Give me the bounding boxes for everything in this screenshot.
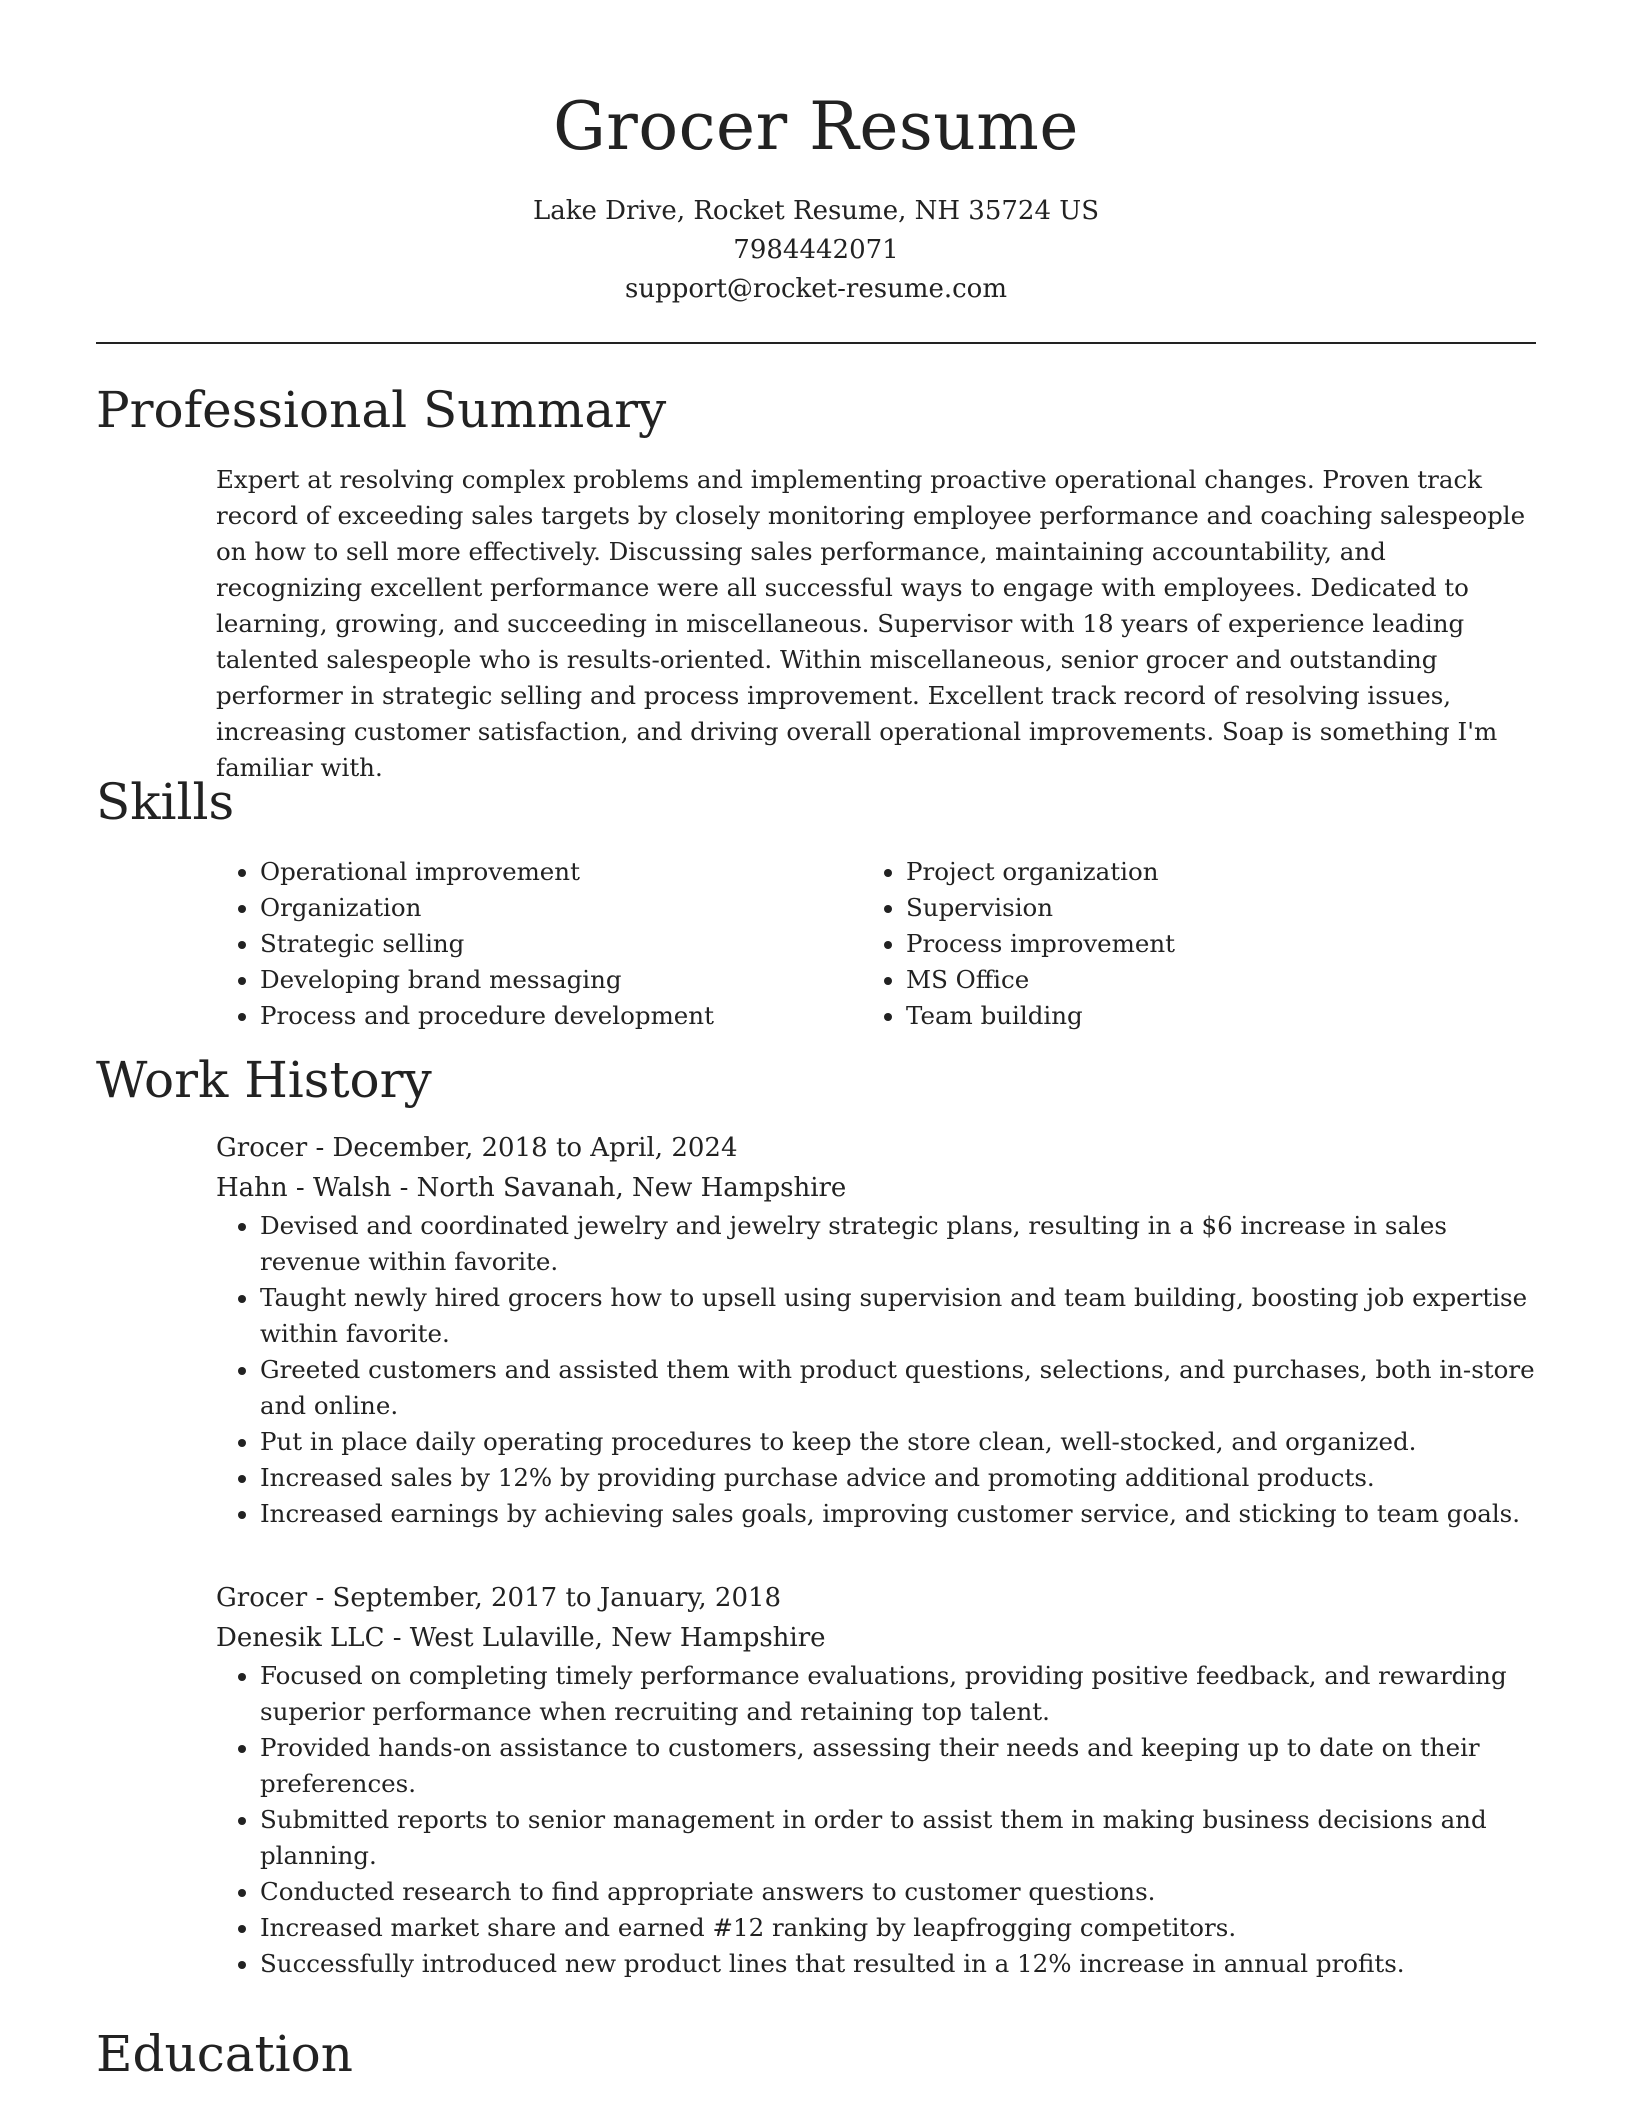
skill-item: • MS Office — [906, 962, 1512, 998]
skill-item: • Strategic selling — [260, 926, 866, 962]
email: support@rocket-resume.com — [624, 274, 1007, 304]
job-duty: • Focused on completing timely performance evaluations, providing positive feedback, and rewarding superior performance when recruiting and retaining top talent. — [260, 1658, 1536, 1730]
job-company-location: Hahn - Walsh - North Savanah, New Hampshire — [216, 1173, 847, 1203]
job-duty: • Increased market share and earned #12 ranking by leapfrogging competitors. — [260, 1910, 1536, 1946]
skill-item: • Team building — [906, 998, 1512, 1034]
skill-item: • Process improvement — [906, 926, 1512, 962]
job-duty: • Taught newly hired grocers how to upsell using supervision and team building, boosting job expertise within favorite. — [260, 1280, 1536, 1352]
job-title-dates: Grocer - September, 2017 to January, 2018 — [216, 1583, 782, 1613]
address: Lake Drive, Rocket Resume, NH 35724 US — [532, 196, 1100, 226]
job-duty: • Provided hands-on assistance to customers, assessing their needs and keeping up to date on their preferences. — [260, 1730, 1536, 1802]
job-duty: • Greeted customers and assisted them with product questions, selections, and purchases, both in-store and online. — [260, 1352, 1536, 1424]
job-duty: • Conducted research to find appropriate answers to customer questions. — [260, 1874, 1536, 1910]
job-duties — [216, 1658, 1536, 1982]
phone: 7984442071 — [733, 235, 899, 265]
job-duty: • Successfully introduced new product lines that resulted in a 12% increase in annual profits. — [260, 1946, 1536, 1982]
skill-item: • Developing brand messaging — [260, 962, 866, 998]
work-history-heading: Work History — [96, 1051, 432, 1109]
skills-column-right — [862, 854, 1512, 1034]
skill-item: • Supervision — [906, 890, 1512, 926]
job-entry — [216, 1128, 1536, 1532]
job-duty: • Put in place daily operating procedures to keep the store clean, well-stocked, and organized. — [260, 1424, 1536, 1460]
skill-item: • Project organization — [906, 854, 1512, 890]
job-duty: • Devised and coordinated jewelry and jewelry strategic plans, resulting in a $6 increase in sales revenue within favorite. — [260, 1208, 1536, 1280]
skills-heading: Skills — [96, 773, 235, 831]
contact-info — [96, 192, 1536, 309]
skills-column-left — [216, 854, 866, 1034]
header-divider — [96, 342, 1536, 344]
job-duties — [216, 1208, 1536, 1532]
job-company-location: Denesik LLC - West Lulaville, New Hampshire — [216, 1623, 826, 1653]
resume-title: Grocer Resume — [553, 88, 1079, 165]
summary-heading: Professional Summary — [96, 381, 667, 439]
job-duty: • Submitted reports to senior management in order to assist them in making business decisions and planning. — [260, 1802, 1536, 1874]
education-heading: Education — [96, 2025, 353, 2083]
job-title-dates: Grocer - December, 2018 to April, 2024 — [216, 1133, 738, 1163]
job-duty: • Increased sales by 12% by providing purchase advice and promoting additional products. — [260, 1460, 1536, 1496]
job-entry — [216, 1578, 1536, 1982]
skill-item: • Process and procedure development — [260, 998, 866, 1034]
job-duty: • Increased earnings by achieving sales goals, improving customer service, and sticking to team goals. — [260, 1496, 1536, 1532]
summary-text: Expert at resolving complex problems and implementing proactive operational changes. Proven track record of exceeding sales targets by closely monitoring employee performance and coaching salespeople on how to sell more effectively. Discussing sales performance, maintaining accountability, and recognizing excellent performance were all successful ways to engage with employees. Dedicated to learning, growing, and succeeding in miscellaneous. Supervisor with 18 years of experience leading talented salespeople who is results-oriented. Within miscellaneous, senior grocer and outstanding performer in strategic selling and process improvement. Excellent track record of resolving issues, increasing customer satisfaction, and driving overall operational improvements. Soap is something I'm familiar with. — [216, 465, 1526, 782]
skill-item: • Operational improvement — [260, 854, 866, 890]
skill-item: • Organization — [260, 890, 866, 926]
